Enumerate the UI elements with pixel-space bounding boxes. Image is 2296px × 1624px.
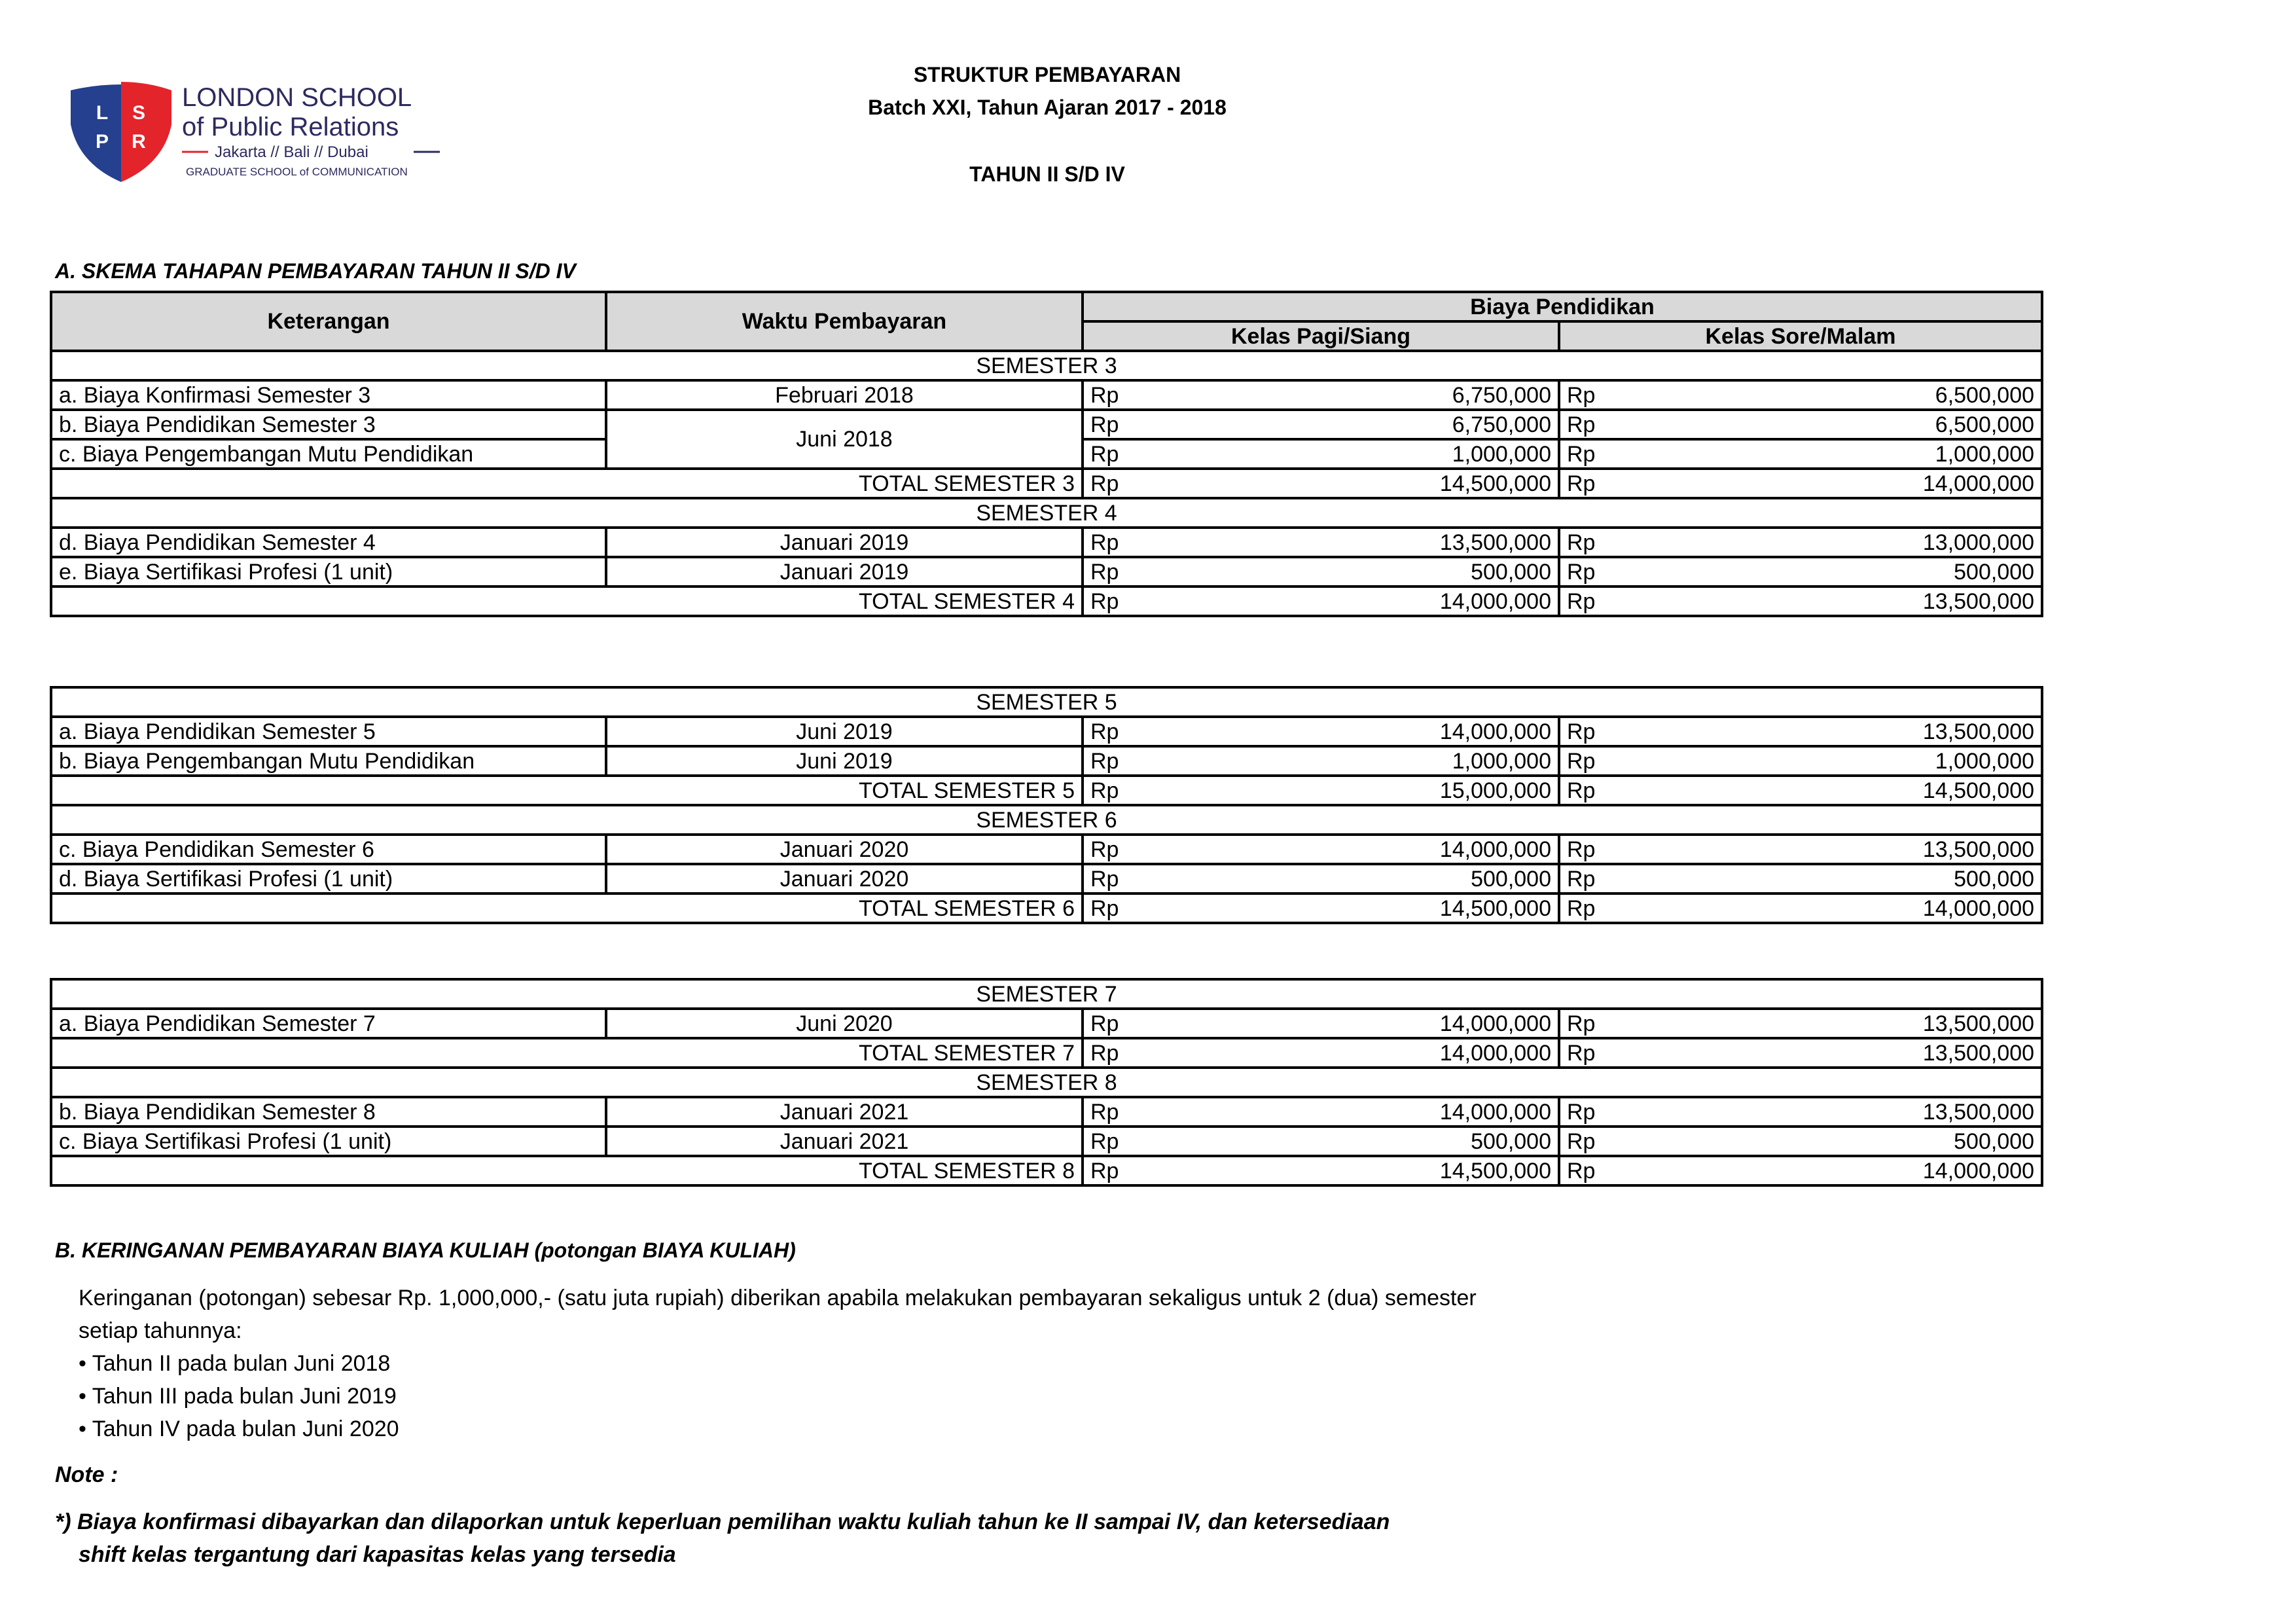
lspr-logo — [65, 79, 458, 190]
row-waktu: Januari 2020 — [606, 835, 1083, 864]
list-item: • Tahun III pada bulan Juni 2019 — [79, 1384, 397, 1409]
payment-table-year-2 — [50, 291, 2043, 617]
total-sore: 13,500,000 — [1631, 1038, 2042, 1068]
table-row — [51, 380, 2042, 410]
header-keterangan: Keterangan — [51, 292, 606, 351]
amount-pagi: 500,000 — [1155, 1127, 1559, 1156]
currency: Rp — [1559, 528, 1631, 557]
currency: Rp — [1083, 410, 1155, 439]
row-waktu: Januari 2019 — [606, 528, 1083, 557]
document-title: STRUKTUR PEMBAYARAN — [913, 63, 1181, 86]
document-period: TAHUN II S/D IV — [969, 162, 1125, 186]
currency: Rp — [1559, 1038, 1631, 1068]
logo-letter-r: R — [132, 131, 146, 153]
currency: Rp — [1083, 1097, 1155, 1127]
total-sore: 14,000,000 — [1631, 469, 2042, 498]
total-sore: 13,500,000 — [1631, 586, 2042, 616]
row-keterangan: a. Biaya Pendidikan Semester 7 — [51, 1009, 606, 1038]
currency: Rp — [1559, 380, 1631, 410]
currency: Rp — [1559, 893, 1631, 923]
header-biaya: Biaya Pendidikan — [1083, 292, 2042, 321]
total-sore: 14,000,000 — [1631, 893, 2042, 923]
currency: Rp — [1083, 380, 1155, 410]
header-sore: Kelas Sore/Malam — [1559, 321, 2042, 351]
total-row — [51, 586, 2042, 616]
currency: Rp — [1083, 776, 1155, 805]
amount-pagi: 14,000,000 — [1155, 1097, 1559, 1127]
semester-label: SEMESTER 5 — [51, 687, 2042, 717]
amount-sore: 6,500,000 — [1631, 380, 2042, 410]
semester-label: SEMESTER 7 — [51, 979, 2042, 1009]
total-label: TOTAL SEMESTER 4 — [51, 586, 1083, 616]
row-keterangan: c. Biaya Pengembangan Mutu Pendidikan — [51, 439, 606, 469]
total-label: TOTAL SEMESTER 5 — [51, 776, 1083, 805]
row-keterangan: d. Biaya Pendidikan Semester 4 — [51, 528, 606, 557]
logo-name-line2: of Public Relations — [182, 113, 399, 141]
row-waktu: Januari 2021 — [606, 1127, 1083, 1156]
currency: Rp — [1083, 586, 1155, 616]
total-label: TOTAL SEMESTER 8 — [51, 1156, 1083, 1185]
amount-pagi: 1,000,000 — [1155, 439, 1559, 469]
total-row — [51, 1156, 2042, 1185]
document-subtitle: Batch XXI, Tahun Ajaran 2017 - 2018 — [868, 96, 1227, 119]
currency: Rp — [1559, 1009, 1631, 1038]
currency: Rp — [1083, 469, 1155, 498]
row-keterangan: b. Biaya Pendidikan Semester 8 — [51, 1097, 606, 1127]
row-keterangan: d. Biaya Sertifikasi Profesi (1 unit) — [51, 864, 606, 893]
table-row — [51, 528, 2042, 557]
total-pagi: 15,000,000 — [1155, 776, 1559, 805]
total-label: TOTAL SEMESTER 3 — [51, 469, 1083, 498]
table-row — [51, 835, 2042, 864]
row-waktu: Januari 2020 — [606, 864, 1083, 893]
note-label: Note : — [55, 1462, 118, 1487]
total-sore: 14,500,000 — [1631, 776, 2042, 805]
currency: Rp — [1559, 1127, 1631, 1156]
row-waktu: Januari 2019 — [606, 557, 1083, 586]
semester-label: SEMESTER 4 — [51, 498, 2042, 528]
currency: Rp — [1559, 410, 1631, 439]
total-pagi: 14,500,000 — [1155, 893, 1559, 923]
currency: Rp — [1559, 439, 1631, 469]
currency: Rp — [1083, 1038, 1155, 1068]
payment-table-year-3 — [50, 686, 2043, 924]
amount-sore: 500,000 — [1631, 557, 2042, 586]
currency: Rp — [1559, 864, 1631, 893]
amount-sore: 13,500,000 — [1631, 1097, 2042, 1127]
amount-pagi: 500,000 — [1155, 864, 1559, 893]
table-row — [51, 717, 2042, 746]
total-pagi: 14,000,000 — [1155, 1038, 1559, 1068]
logo-letter-p: P — [95, 131, 109, 153]
row-keterangan: c. Biaya Sertifikasi Profesi (1 unit) — [51, 1127, 606, 1156]
currency: Rp — [1559, 557, 1631, 586]
discount-text-line2: setiap tahunnya: — [79, 1318, 242, 1343]
amount-pagi: 1,000,000 — [1155, 746, 1559, 776]
total-row — [51, 776, 2042, 805]
amount-sore: 13,500,000 — [1631, 835, 2042, 864]
table-row — [51, 864, 2042, 893]
semester-label: SEMESTER 8 — [51, 1068, 2042, 1097]
amount-pagi: 500,000 — [1155, 557, 1559, 586]
row-waktu: Juni 2019 — [606, 717, 1083, 746]
discount-paragraph — [79, 1282, 1477, 1445]
table-row — [51, 746, 2042, 776]
logo-letter-s: S — [132, 102, 146, 124]
amount-sore: 13,500,000 — [1631, 717, 2042, 746]
amount-sore: 13,500,000 — [1631, 1009, 2042, 1038]
amount-sore: 500,000 — [1631, 864, 2042, 893]
section-a-title: A. SKEMA TAHAPAN PEMBAYARAN TAHUN II S/D IV — [55, 259, 576, 283]
table-row — [51, 557, 2042, 586]
currency: Rp — [1559, 586, 1631, 616]
logo-letter-l: L — [96, 102, 109, 124]
currency: Rp — [1559, 1097, 1631, 1127]
header-waktu: Waktu Pembayaran — [606, 292, 1083, 351]
total-pagi: 14,000,000 — [1155, 586, 1559, 616]
table-row — [51, 1009, 2042, 1038]
total-label: TOTAL SEMESTER 7 — [51, 1038, 1083, 1068]
table-row — [51, 1097, 2042, 1127]
amount-pagi: 13,500,000 — [1155, 528, 1559, 557]
logo-cities: Jakarta // Bali // Dubai — [215, 143, 368, 161]
note-line2: shift kelas tergantung dari kapasitas kelas yang tersedia — [79, 1542, 676, 1567]
row-waktu: Juni 2018 — [606, 410, 1083, 469]
currency: Rp — [1083, 557, 1155, 586]
currency: Rp — [1559, 1156, 1631, 1185]
table-row — [51, 410, 2042, 439]
shield-emblem — [71, 82, 171, 182]
amount-pagi: 14,000,000 — [1155, 717, 1559, 746]
currency: Rp — [1559, 469, 1631, 498]
currency: Rp — [1083, 1156, 1155, 1185]
header-pagi: Kelas Pagi/Siang — [1083, 321, 1559, 351]
currency: Rp — [1559, 835, 1631, 864]
logo-name-line1: LONDON SCHOOL — [182, 83, 412, 112]
currency: Rp — [1559, 746, 1631, 776]
row-keterangan: b. Biaya Pendidikan Semester 3 — [51, 410, 606, 439]
total-pagi: 14,500,000 — [1155, 1156, 1559, 1185]
currency: Rp — [1083, 1127, 1155, 1156]
amount-pagi: 6,750,000 — [1155, 410, 1559, 439]
amount-pagi: 14,000,000 — [1155, 835, 1559, 864]
list-item: • Tahun IV pada bulan Juni 2020 — [79, 1416, 399, 1441]
total-row — [51, 469, 2042, 498]
row-keterangan: e. Biaya Sertifikasi Profesi (1 unit) — [51, 557, 606, 586]
semester-label: SEMESTER 3 — [51, 351, 2042, 380]
amount-pagi: 14,000,000 — [1155, 1009, 1559, 1038]
amount-sore: 1,000,000 — [1631, 746, 2042, 776]
currency: Rp — [1083, 835, 1155, 864]
currency: Rp — [1083, 439, 1155, 469]
currency: Rp — [1083, 717, 1155, 746]
list-item: • Tahun II pada bulan Juni 2018 — [79, 1351, 391, 1376]
row-keterangan: a. Biaya Pendidikan Semester 5 — [51, 717, 606, 746]
discount-text-line1: Keringanan (potongan) sebesar Rp. 1,000,000,- (satu juta rupiah) diberikan apabila melakukan pembayaran sekaligus untuk 2 (dua) semester — [79, 1286, 1477, 1310]
row-waktu: Januari 2021 — [606, 1097, 1083, 1127]
currency: Rp — [1083, 893, 1155, 923]
total-row — [51, 1038, 2042, 1068]
row-keterangan: c. Biaya Pendidikan Semester 6 — [51, 835, 606, 864]
currency: Rp — [1083, 528, 1155, 557]
currency: Rp — [1559, 776, 1631, 805]
total-row — [51, 893, 2042, 923]
row-waktu: Juni 2020 — [606, 1009, 1083, 1038]
currency: Rp — [1083, 746, 1155, 776]
section-b-title: B. KERINGANAN PEMBAYARAN BIAYA KULIAH (potongan BIAYA KULIAH) — [55, 1238, 796, 1262]
amount-sore: 13,000,000 — [1631, 528, 2042, 557]
row-waktu: Februari 2018 — [606, 380, 1083, 410]
note-line1: *) Biaya konfirmasi dibayarkan dan dilaporkan untuk keperluan pemilihan waktu kuliah tahun ke II sampai IV, dan ketersediaan — [55, 1509, 1390, 1534]
row-keterangan: b. Biaya Pengembangan Mutu Pendidikan — [51, 746, 606, 776]
amount-sore: 6,500,000 — [1631, 410, 2042, 439]
amount-pagi: 6,750,000 — [1155, 380, 1559, 410]
logo-tagline: GRADUATE SCHOOL of COMMUNICATION — [186, 166, 408, 178]
currency: Rp — [1559, 717, 1631, 746]
currency: Rp — [1083, 1009, 1155, 1038]
row-keterangan: a. Biaya Konfirmasi Semester 3 — [51, 380, 606, 410]
amount-sore: 500,000 — [1631, 1127, 2042, 1156]
amount-sore: 1,000,000 — [1631, 439, 2042, 469]
payment-table-year-4 — [50, 978, 2043, 1187]
total-sore: 14,000,000 — [1631, 1156, 2042, 1185]
total-label: TOTAL SEMESTER 6 — [51, 893, 1083, 923]
currency: Rp — [1083, 864, 1155, 893]
row-waktu: Juni 2019 — [606, 746, 1083, 776]
table-row — [51, 1127, 2042, 1156]
semester-label: SEMESTER 6 — [51, 805, 2042, 835]
total-pagi: 14,500,000 — [1155, 469, 1559, 498]
